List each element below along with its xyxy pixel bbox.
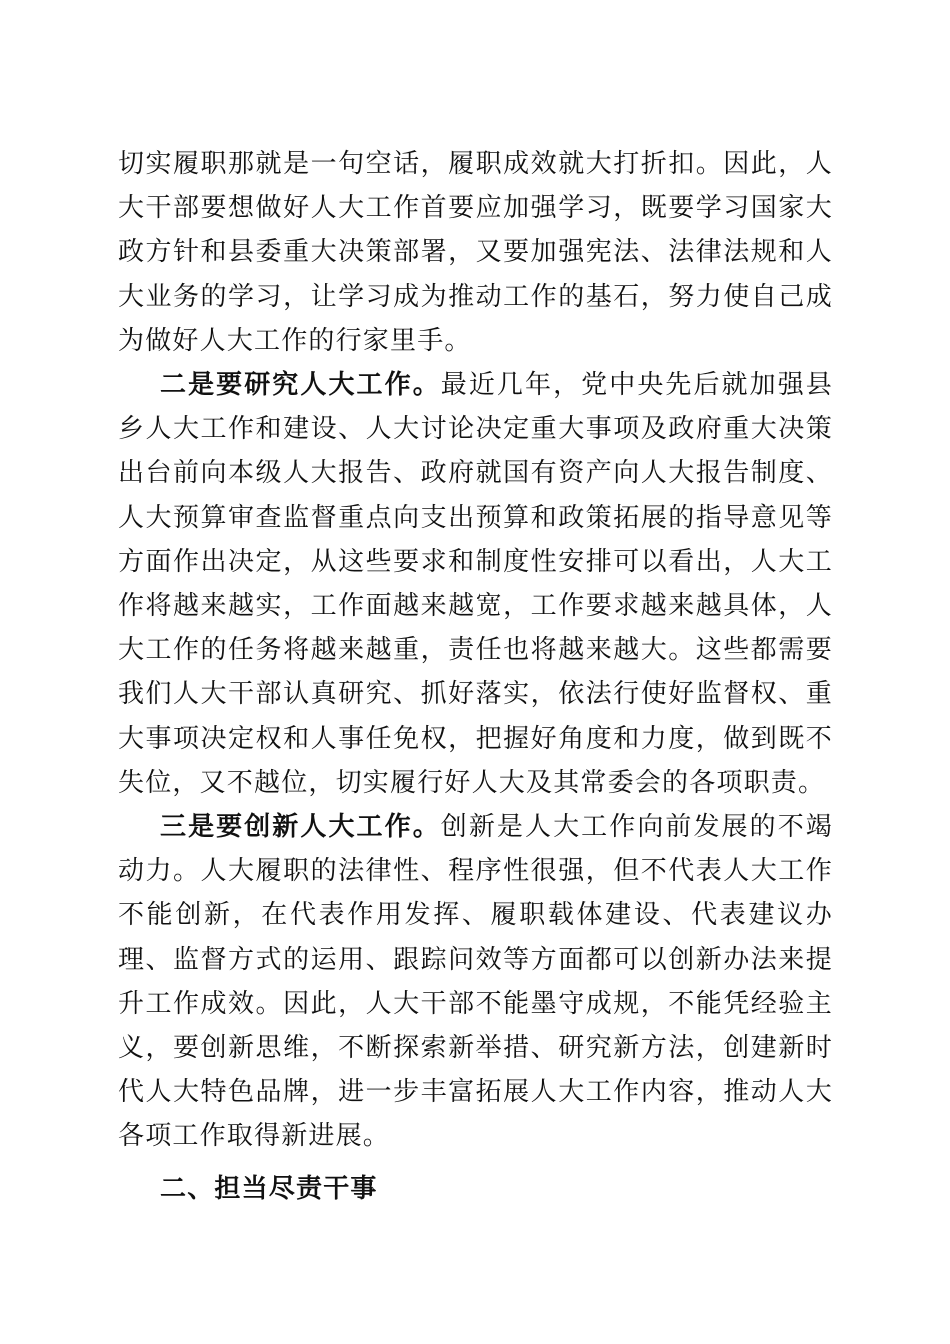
paragraph-3-lead: 三是要创新人大工作。 bbox=[160, 812, 441, 843]
paragraph-1 bbox=[118, 142, 833, 363]
section-heading: 二、担当尽责干事 bbox=[160, 1173, 378, 1204]
paragraph-2 bbox=[118, 363, 833, 805]
paragraph-2-text: 最近几年，党中央先后就加强县乡人大工作和建设、人大讨论决定重大事项及政府重大决策出台前向本级人大报告、政府就国有资产向人大报告制度、人大预算审查监督重点向支出预算和政策拓展的指导意见等方面作出决定，从这些要求和制度性安排可以看出，人大工作将越来越实，工作面越来越宽，工作要求越来越具体，人大工作的任务将越来越重，责任也将越来越大。这些都需要我们人大干部认真研究、抓好落实，依法行使好监督权、重大事项决定权和人事任免权，把握好角度和力度，做到既不失位，又不越位，切实履行好人大及其常委会的各项职责。 bbox=[118, 370, 833, 798]
paragraph-1-text: 切实履职那就是一句空话，履职成效就大打折扣。因此，人大干部要想做好人大工作首要应加强学习，既要学习国家大政方针和县委重大决策部署，又要加强宪法、法律法规和人大业务的学习，让学习成为推动工作的基石，努力使自己成为做好人大工作的行家里手。 bbox=[118, 149, 833, 356]
paragraph-3 bbox=[118, 805, 833, 1159]
paragraph-2-lead: 二是要研究人大工作。 bbox=[160, 370, 441, 401]
document-page bbox=[118, 142, 833, 1211]
paragraph-3-text: 创新是人大工作向前发展的不竭动力。人大履职的法律性、程序性很强，但不代表人大工作不能创新，在代表作用发挥、履职载体建设、代表建议办理、监督方式的运用、跟踪问效等方面都可以创新办法来提升工作成效。因此，人大干部不能墨守成规，不能凭经验主义，要创新思维，不断探索新举措、研究新方法，创建新时代人大特色品牌，进一步丰富拓展人大工作内容，推动人大各项工作取得新进展。 bbox=[118, 812, 833, 1152]
